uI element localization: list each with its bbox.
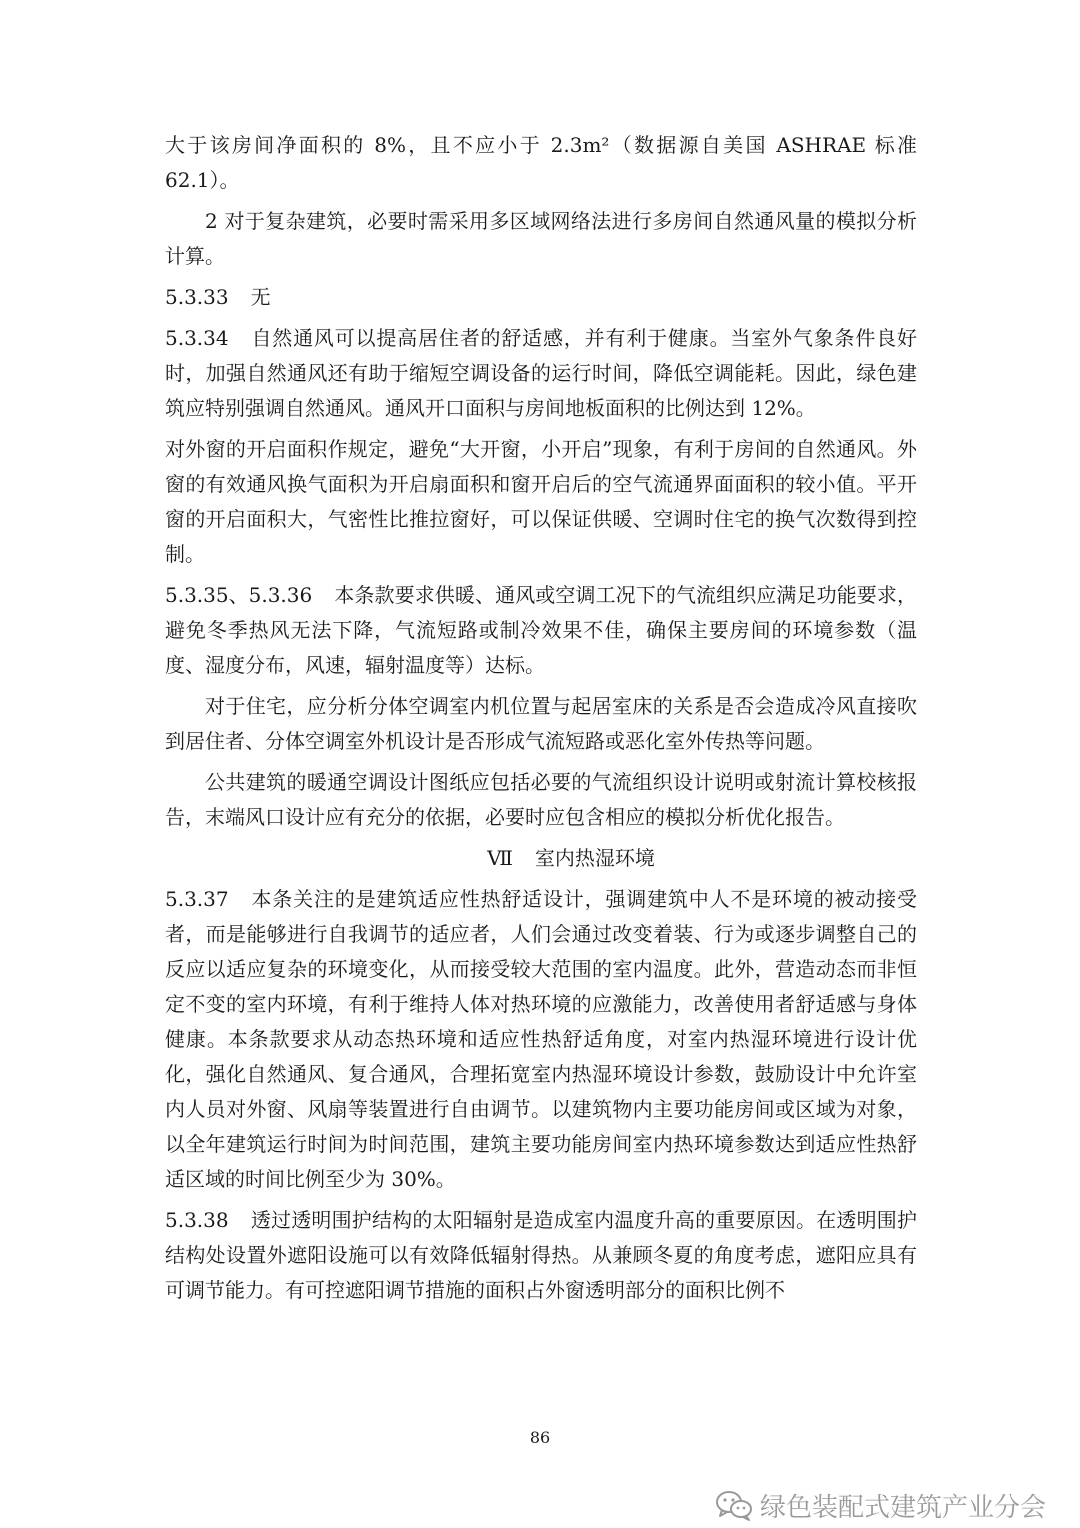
clause-text: 本条款要求供暖、通风或空调工况下的气流组织应满足功能要求，避免冬季热风无法下降，气流短路或制冷效果不佳，确保主要房间的环境参数（温度、湿度分布，风速，辐射温度等）达标。 (165, 583, 917, 677)
watermark (714, 1487, 1046, 1523)
paragraph-indented (165, 689, 917, 759)
paragraph-continuation (165, 128, 917, 198)
section-heading (165, 841, 917, 876)
paragraph-text: 对于住宅，应分析分体空调室内机位置与起居室床的关系是否会造成冷风直接吹到居住者、分体空调室外机设计是否形成气流短路或恶化室外传热等问题。 (165, 694, 917, 753)
clause-text: 透过透明围护结构的太阳辐射是造成室内温度升高的重要原因。在透明围护结构处设置外遮阳设施可以有效降低辐射得热。从兼顾冬夏的角度考虑，遮阳应具有可调节能力。有可控遮阳调节措施的面积占外窗透明部分的面积比例不 (165, 1208, 917, 1302)
clause-paragraph (165, 321, 917, 426)
paragraph-text: 公共建筑的暖通空调设计图纸应包括必要的气流组织设计说明或射流计算校核报告，末端风口设计应有充分的依据，必要时应包含相应的模拟分析优化报告。 (165, 770, 917, 829)
clause-paragraph (165, 1203, 917, 1308)
clause-text: 本条关注的是建筑适应性热舒适设计，强调建筑中人不是环境的被动接受者，而是能够进行自我调节的适应者，人们会通过改变着装、行为或逐步调整自己的反应以适应复杂的环境变化，从而接受较大范围的室内温度。此外，营造动态而非恒定不变的室内环境，有利于维持人体对热环境的应激能力，改善使用者舒适感与身体健康。本条款要求从动态热环境和适应性热舒适角度，对室内热湿环境进行设计优化，强化自然通风、复合通风，合理拓宽室内热湿环境设计参数，鼓励设计中允许室内人员对外窗、风扇等装置进行自由调节。以建筑物内主要功能房间或区域为对象，以全年建筑运行时间为时间范围，建筑主要功能房间室内热环境参数达到适应性热舒适区域的时间比例至少为 30%。 (165, 887, 917, 1191)
wechat-icon (714, 1489, 754, 1521)
clause-number: 5.3.37 (165, 887, 229, 911)
paragraph-text: 大于该房间净面积的 8%，且不应小于 2.3m²（数据源自美国 ASHRAE 标准 62.1）。 (165, 133, 917, 192)
body-text (165, 128, 917, 1314)
clause-text: 无 (250, 285, 271, 309)
page-number: 86 (529, 1428, 551, 1447)
paragraph-indented (165, 765, 917, 835)
clause-paragraph (165, 578, 917, 683)
section-title: 室内热湿环境 (534, 846, 655, 870)
clause-number: 5.3.34 (165, 326, 229, 350)
paragraph-text: 2 对于复杂建筑，必要时需采用多区域网络法进行多房间自然通风量的模拟分析计算。 (165, 209, 917, 268)
clause-paragraph (165, 280, 917, 315)
watermark-text: 绿色装配式建筑产业分会 (759, 1492, 1046, 1523)
paragraph-indented (165, 204, 917, 274)
paragraph-text: 对外窗的开启面积作规定，避免“大开窗，小开启”现象，有利于房间的自然通风。外窗的有效通风换气面积为开启扇面积和窗开启后的空气流通界面面积的较小值。平开窗的开启面积大，气密性比推拉窗好，可以保证供暖、空调时住宅的换气次数得到控制。 (165, 437, 917, 566)
section-number: Ⅶ (487, 846, 513, 870)
paragraph-continuation (165, 432, 917, 572)
clause-paragraph (165, 882, 917, 1197)
clause-number: 5.3.35、5.3.36 (165, 583, 313, 607)
clause-number: 5.3.33 (165, 285, 229, 309)
clause-text: 自然通风可以提高居住者的舒适感，并有利于健康。当室外气象条件良好时，加强自然通风还有助于缩短空调设备的运行时间，降低空调能耗。因此，绿色建筑应特别强调自然通风。通风开口面积与房间地板面积的比例达到 12%。 (165, 326, 917, 420)
clause-number: 5.3.38 (165, 1208, 229, 1232)
